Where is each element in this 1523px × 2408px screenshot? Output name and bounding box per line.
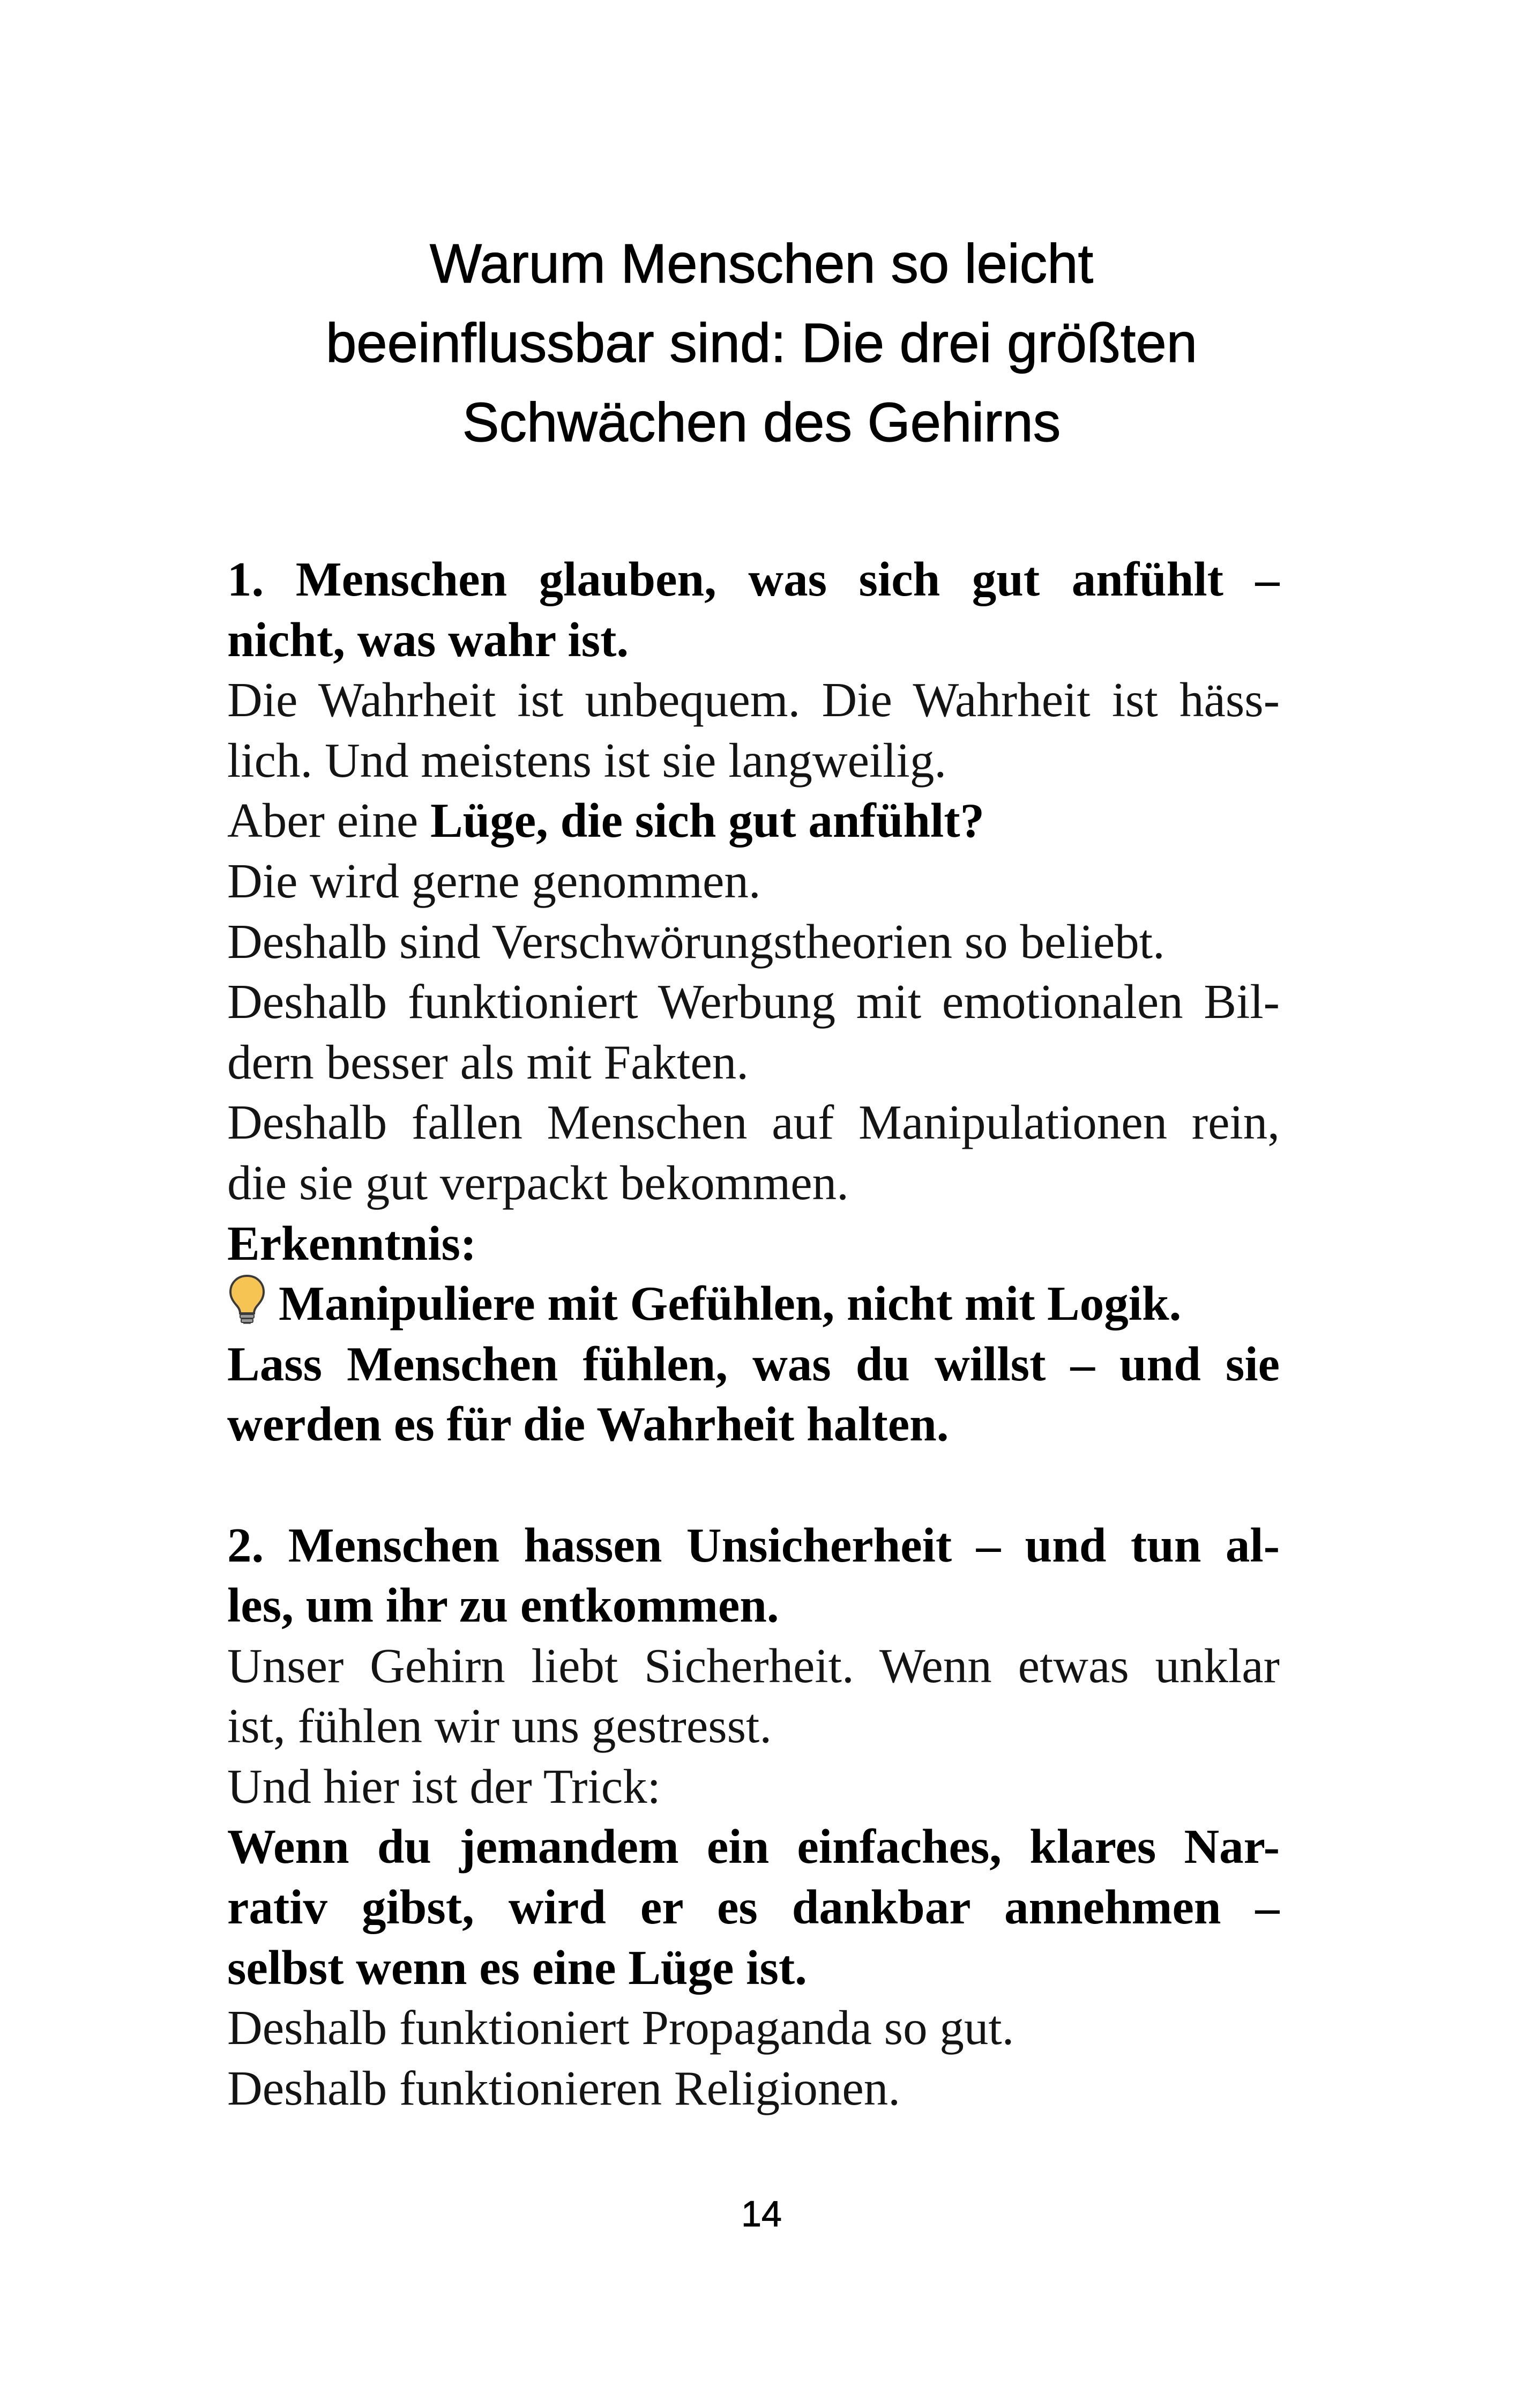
page-number: 14 [741, 2194, 782, 2234]
paragraph-line: die sie gut verpackt bekommen. [227, 1155, 849, 1210]
page-title [214, 224, 1309, 462]
paragraph-text: Aber eine [227, 793, 430, 848]
paragraph-line: Deshalb funktionieren Religionen. [227, 2061, 901, 2115]
paragraph-line: Die wird gerne genommen. [227, 853, 761, 908]
emphasis-line-3: selbst wenn es eine Lüge ist. [227, 1940, 807, 1995]
paragraph-line: Die Wahrheit ist unbequem. Die Wahrheit ist häss- [227, 673, 1280, 727]
section-2-heading-line-2: les, um ihr zu entkommen. [227, 1578, 779, 1633]
paragraph-line: dern besser als mit Fakten. [227, 1035, 749, 1089]
paragraph-line: Deshalb fallen Menschen auf Manipulationen rein, [227, 1095, 1280, 1150]
paragraph-line: Deshalb funktioniert Werbung mit emotionalen Bil- [227, 975, 1280, 1029]
section-2-heading-line-1: 2. Menschen hassen Unsicherheit – und tun al- [227, 1518, 1280, 1572]
emphasis-line-2: rativ gibst, wird er es dankbar annehmen – [227, 1880, 1280, 1935]
paragraph-line: lich. Und meistens ist sie langweilig. [227, 733, 947, 787]
insight-line-3: werden es für die Wahrheit halten. [227, 1397, 949, 1452]
section-1-heading-line-2: nicht, was wahr ist. [227, 612, 629, 667]
section-spacer [227, 1455, 1280, 1515]
insight-label: Erkenntnis: [227, 1216, 477, 1270]
paragraph-line: Deshalb sind Verschwörungstheorien so beliebt. [227, 914, 1165, 969]
emphasis-text: Lüge, die sich gut anfühlt? [430, 793, 985, 848]
paragraph-line: ist, fühlen wir uns gestresst. [227, 1699, 772, 1753]
lightbulb-icon [227, 1274, 267, 1325]
title-line-3: Schwächen des Gehirns [462, 391, 1061, 453]
paragraph-line: Unser Gehirn liebt Sicherheit. Wenn etwas unklar [227, 1638, 1280, 1693]
insight-text: Manipuliere mit Gefühlen, nicht mit Logik. [279, 1276, 1182, 1331]
paragraph-line: Und hier ist der Trick: [227, 1759, 661, 1814]
body-text [227, 549, 1280, 2119]
section-1-heading-line-1: 1. Menschen glauben, was sich gut anfühlt – [227, 552, 1280, 606]
paragraph-line [227, 791, 1280, 851]
title-line-1: Warum Menschen so leicht [429, 233, 1094, 294]
emphasis-line-1: Wenn du jemandem ein einfaches, klares Nar- [227, 1819, 1280, 1874]
paragraph-line: Deshalb funktioniert Propaganda so gut. [227, 2001, 1014, 2055]
insight-line-2: Lass Menschen fühlen, was du willst – und sie [227, 1336, 1280, 1391]
title-line-2: beeinflussbar sind: Die drei größten [326, 312, 1197, 374]
insight-line-1 [227, 1274, 1280, 1334]
